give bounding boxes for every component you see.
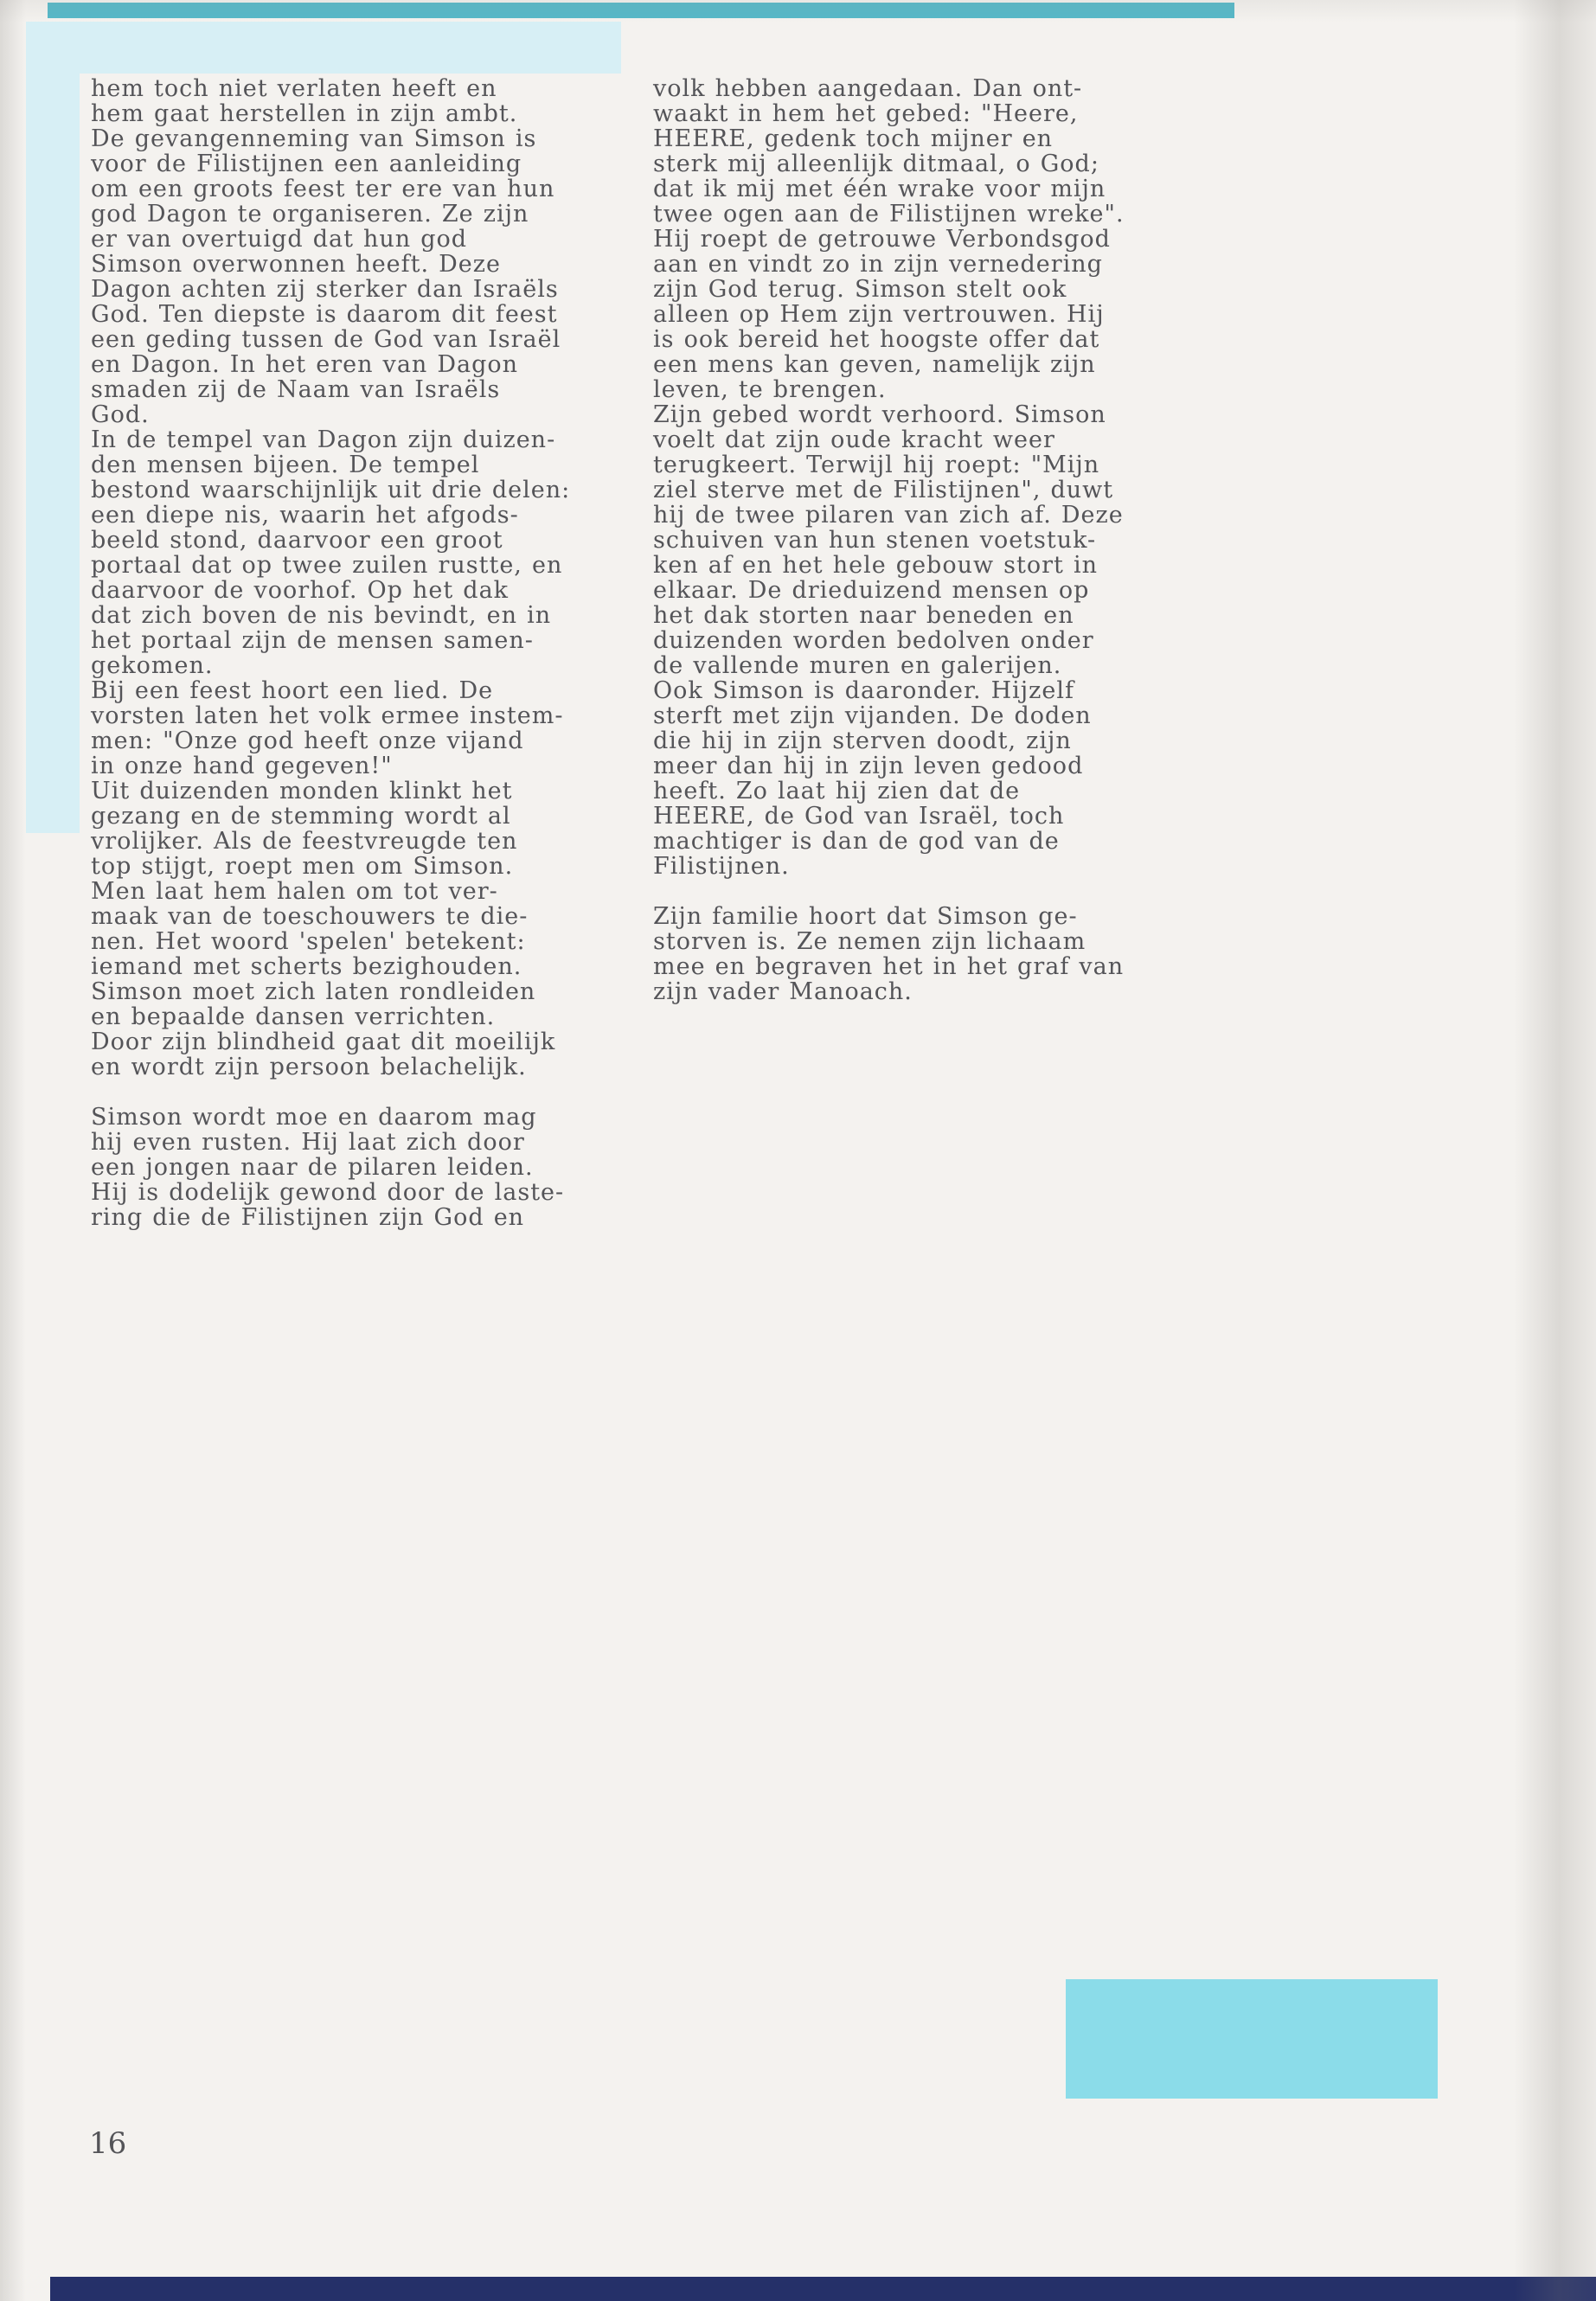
text-line: is ook bereid het hoogste offer dat — [653, 326, 1100, 353]
text-line: zijn vader Manoach. — [653, 978, 913, 1005]
text-line: en bepaalde dansen verrichten. — [91, 1003, 496, 1030]
text-line: In de tempel van Dagon zijn duizen- — [91, 426, 556, 453]
text-line: voor de Filistijnen een aanleiding — [91, 151, 522, 177]
text-line: Simson overwonnen heeft. Deze — [91, 251, 501, 278]
text-line: hij de twee pilaren van zich af. Deze — [653, 502, 1124, 529]
text-line: sterk mij alleenlijk ditmaal, o God; — [653, 151, 1099, 177]
text-line: hem toch niet verlaten heeft en — [91, 75, 497, 102]
text-line: leven, te brengen. — [653, 376, 887, 403]
text-line: Simson moet zich laten rondleiden — [91, 978, 536, 1005]
text-line: een jongen naar de pilaren leiden. — [91, 1154, 534, 1181]
text-line: en wordt zijn persoon belachelijk. — [91, 1054, 527, 1080]
text-line: vrolijker. Als de feestvreugde ten — [91, 828, 518, 855]
text-line: dat ik mij met één wrake voor mijn — [653, 176, 1106, 202]
text-line: Filistijnen. — [653, 853, 790, 880]
text-line — [91, 1080, 603, 1105]
text-line: top stijgt, roept men om Simson. — [91, 853, 514, 880]
text-line: ring die de Filistijnen zijn God en — [91, 1204, 525, 1231]
text-line: duizenden worden bedolven onder — [653, 627, 1094, 654]
text-line: ken af en het hele gebouw stort in — [653, 552, 1099, 579]
text-line: een mens kan geven, namelijk zijn — [653, 351, 1096, 378]
left-accent-band-vertical — [26, 22, 80, 833]
text-line: vorsten laten het volk ermee instem- — [91, 702, 564, 729]
text-line: dat zich boven de nis bevindt, en in — [91, 602, 552, 629]
text-line: een diepe nis, waarin het afgods- — [91, 502, 519, 529]
text-line: ziel sterve met de Filistijnen", duwt — [653, 477, 1114, 503]
text-line: voelt dat zijn oude kracht weer — [653, 426, 1055, 453]
text-line: sterft met zijn vijanden. De doden — [653, 702, 1092, 729]
text-line: Zijn gebed wordt verhoord. Simson — [653, 401, 1106, 428]
text-line: terugkeert. Terwijl hij roept: "Mijn — [653, 452, 1100, 478]
text-line: den mensen bijeen. De tempel — [91, 452, 480, 478]
text-line: storven is. Ze nemen zijn lichaam — [653, 928, 1086, 955]
text-line: mee en begraven het in het graf van — [653, 953, 1125, 980]
text-line: waakt in hem het gebed: "Heere, — [653, 100, 1079, 127]
text-line: elkaar. De drieduizend mensen op — [653, 577, 1090, 604]
text-column-right — [653, 76, 1179, 1004]
text-line: bestond waarschijnlijk uit drie delen: — [91, 477, 571, 503]
text-line: nen. Het woord 'spelen' betekent: — [91, 928, 526, 955]
text-line: portaal dat op twee zuilen rustte, en — [91, 552, 563, 579]
text-line: een geding tussen de God van Israël — [91, 326, 561, 353]
text-line: om een groots feest ter ere van hun — [91, 176, 555, 202]
text-line: men: "Onze god heeft onze vijand — [91, 727, 524, 754]
text-line: God. Ten diepste is daarom dit feest — [91, 301, 558, 328]
text-line: hem gaat herstellen in zijn ambt. — [91, 100, 518, 127]
text-line — [653, 879, 1179, 904]
text-line: hij even rusten. Hij laat zich door — [91, 1129, 525, 1156]
left-accent-band-horizontal — [26, 22, 621, 74]
text-line: gekomen. — [91, 652, 214, 679]
text-line: God. — [91, 401, 150, 428]
page-number: 16 — [89, 2126, 127, 2161]
top-accent-bar — [48, 3, 1234, 18]
text-line: Ook Simson is daaronder. Hijzelf — [653, 677, 1075, 704]
text-line: Uit duizenden monden klinkt het — [91, 778, 513, 804]
text-line: iemand met scherts bezighouden. — [91, 953, 522, 980]
text-column-left — [91, 76, 603, 1230]
text-line: beeld stond, daarvoor een groot — [91, 527, 503, 554]
text-line: meer dan hij in zijn leven gedood — [653, 753, 1084, 779]
text-line: HEERE, gedenk toch mijner en — [653, 125, 1054, 152]
text-line: god Dagon te organiseren. Ze zijn — [91, 201, 529, 228]
text-line: zijn God terug. Simson stelt ook — [653, 276, 1067, 303]
text-line: Door zijn blindheid gaat dit moeilijk — [91, 1029, 556, 1055]
text-line: in onze hand gegeven!" — [91, 753, 393, 779]
text-line: maak van de toeschouwers te die- — [91, 903, 529, 930]
scan-shadow-right — [1514, 0, 1596, 2301]
text-line: volk hebben aangedaan. Dan ont- — [653, 75, 1083, 102]
text-line: De gevangenneming van Simson is — [91, 125, 537, 152]
text-line: gezang en de stemming wordt al — [91, 803, 511, 830]
text-line: heeft. Zo laat hij zien dat de — [653, 778, 1021, 804]
text-line: twee ogen aan de Filistijnen wreke". — [653, 201, 1125, 228]
text-line: Zijn familie hoort dat Simson ge- — [653, 903, 1078, 930]
scan-shadow-left — [0, 0, 26, 2301]
text-line: Bij een feest hoort een lied. De — [91, 677, 494, 704]
text-line: de vallende muren en galerijen. — [653, 652, 1062, 679]
accent-block — [1066, 1979, 1438, 2099]
text-line: het dak storten naar beneden en — [653, 602, 1074, 629]
text-line: daarvoor de voorhof. Op het dak — [91, 577, 510, 604]
text-line: machtiger is dan de god van de — [653, 828, 1060, 855]
text-line: Hij roept de getrouwe Verbondsgod — [653, 226, 1111, 253]
text-line: Hij is dodelijk gewond door de laste- — [91, 1179, 565, 1206]
text-line: schuiven van hun stenen voetstuk- — [653, 527, 1097, 554]
text-line: die hij in zijn sterven doodt, zijn — [653, 727, 1072, 754]
text-line: en Dagon. In het eren van Dagon — [91, 351, 519, 378]
text-line: aan en vindt zo in zijn vernedering — [653, 251, 1103, 278]
text-line: Simson wordt moe en daarom mag — [91, 1104, 537, 1131]
text-line: HEERE, de God van Israël, toch — [653, 803, 1065, 830]
text-line: smaden zij de Naam van Israëls — [91, 376, 501, 403]
text-line: het portaal zijn de mensen samen- — [91, 627, 534, 654]
text-line: Dagon achten zij sterker dan Israëls — [91, 276, 559, 303]
text-line: er van overtuigd dat hun god — [91, 226, 468, 253]
bottom-edge-bar — [50, 2277, 1596, 2301]
text-line: alleen op Hem zijn vertrouwen. Hij — [653, 301, 1105, 328]
text-line: Men laat hem halen om tot ver- — [91, 878, 498, 905]
